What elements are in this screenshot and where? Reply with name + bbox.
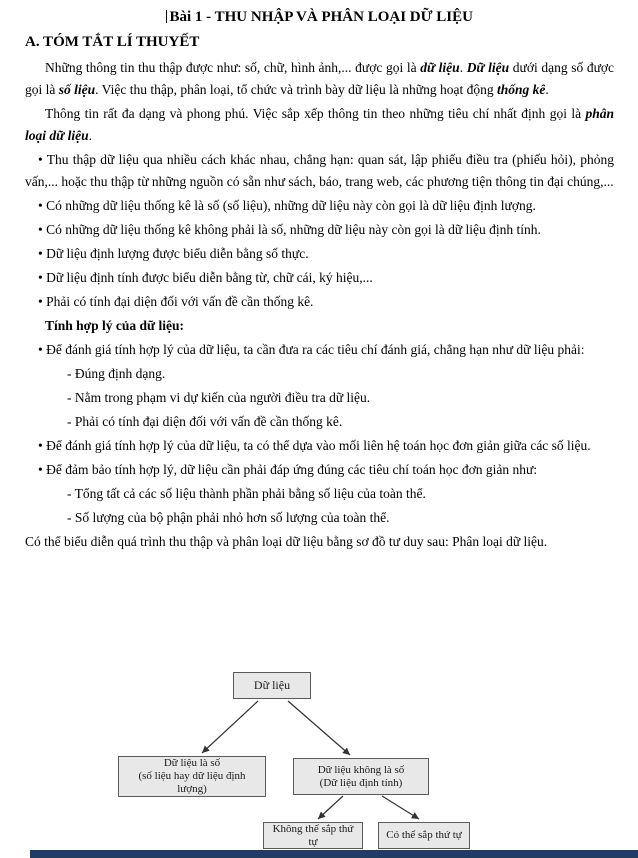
bullet-item xyxy=(25,149,614,193)
text-cursor xyxy=(166,10,168,23)
text-segment: • Phải có tính đại diện đối với vấn đề cần thống kê. xyxy=(38,294,314,309)
text-segment: số liệu xyxy=(58,82,96,97)
bullet-item xyxy=(25,219,614,241)
sub-item xyxy=(25,387,614,409)
sub-item xyxy=(25,507,614,529)
text-segment: Dữ liệu xyxy=(466,60,510,75)
paragraph xyxy=(25,315,614,337)
bullet-item xyxy=(25,195,614,217)
text-segment: • Để đảm bảo tính hợp lý, dữ liệu cần phải đáp ứng đúng các tiêu chí toán học đơn giản như: xyxy=(38,462,538,477)
bullet-item xyxy=(25,435,614,457)
text-segment: Thông tin rất đa dạng và phong phú. Việc sắp xếp thông tin theo những tiêu chí nhất định gọi là xyxy=(45,106,586,121)
diagram-node-non-numeric-line1: Dữ liệu không là số xyxy=(317,763,405,776)
lesson-title-text: Bài 1 - THU NHẬP VÀ PHÂN LOẠI DỮ LIỆU xyxy=(169,9,473,25)
diagram-node-non-numeric-line2: (Dữ liệu định tính) xyxy=(319,776,403,789)
diagram-node-unorderable-label: Không thể sắp thứ tự xyxy=(272,822,354,848)
text-segment: Tính hợp lý của dữ liệu: xyxy=(45,318,184,333)
text-segment: • Có những dữ liệu thống kê là số (số liệu), những dữ liệu này còn gọi là dữ liệu định lượng. xyxy=(38,198,536,213)
lesson-title xyxy=(25,6,614,28)
text-segment: - Số lượng của bộ phận phải nhỏ hơn số lượng của toàn thể. xyxy=(67,510,390,525)
paragraph xyxy=(25,531,614,553)
text-segment: • Dữ liệu định lượng được biểu diễn bằng số thực. xyxy=(38,246,309,261)
text-segment: • Để đánh giá tính hợp lý của dữ liệu, ta cần đưa ra các tiêu chí đánh giá, chẳng hạn như dữ liệu phải: xyxy=(38,342,585,357)
document-body xyxy=(25,57,614,553)
bottom-bar xyxy=(30,850,638,858)
text-segment: - Phải có tính đại diện đối với vấn đề cần thống kê. xyxy=(67,414,343,429)
bullet-item xyxy=(25,243,614,265)
diagram-node-numeric-data xyxy=(118,756,266,797)
text-segment: - Nằm trong phạm vi dự kiến của người điều tra dữ liệu. xyxy=(67,390,371,405)
text-segment: . Việc thu thập, phân loại, tổ chức và trình bày dữ liệu là những hoạt động xyxy=(95,82,497,97)
text-segment: • Dữ liệu định tính được biểu diễn bằng từ, chữ cái, ký hiệu,... xyxy=(38,270,373,285)
text-segment: dưới dạng số được gọi là xyxy=(25,60,615,97)
paragraph xyxy=(25,103,614,147)
section-heading: A. TÓM TẮT LÍ THUYẾT xyxy=(25,34,200,50)
diagram-node-unorderable xyxy=(263,822,363,849)
diagram-node-orderable xyxy=(378,822,470,849)
text-segment: thống kê xyxy=(496,82,546,97)
diagram-node-numeric-line1: Dữ liệu là số xyxy=(163,757,221,769)
data-classification-diagram xyxy=(0,662,638,850)
diagram-node-numeric-line2: (số liệu hay dữ liệu định lượng) xyxy=(138,770,246,795)
text-segment: • Có những dữ liệu thống kê không phải là số, những dữ liệu này còn gọi là dữ liệu định tính. xyxy=(38,222,541,237)
text-segment: dữ liệu xyxy=(420,60,460,75)
sub-item xyxy=(25,363,614,385)
diagram-node-data xyxy=(233,672,311,699)
text-segment: . xyxy=(88,128,92,143)
diagram-node-orderable-label: Có thể sắp thứ tự xyxy=(386,829,462,841)
diagram-node-data-label: Dữ liệu xyxy=(253,678,291,692)
text-segment: - Đúng định dạng. xyxy=(67,366,166,381)
text-segment: • Thu thập dữ liệu qua nhiều cách khác nhau, chẳng hạn: quan sát, lập phiếu điều tra (phiếu hỏi), phỏng vấn,... hoặc thu thập từ những nguồn có sẵn như sách, báo, trang web, các phương tiện thông tin đại chúng,... xyxy=(25,152,614,189)
text-segment: . xyxy=(459,60,467,75)
bullet-item xyxy=(25,339,614,361)
text-segment: Những thông tin thu thập được như: số, chữ, hình ảnh,... được gọi là xyxy=(45,60,421,75)
paragraph xyxy=(25,57,614,101)
text-segment: • Để đánh giá tính hợp lý của dữ liệu, ta có thể dựa vào mối liên hệ toán học đơn giản giữa các số liệu. xyxy=(38,438,591,453)
bullet-item xyxy=(25,267,614,289)
sub-item xyxy=(25,411,614,433)
text-segment: . xyxy=(545,82,549,97)
sub-item xyxy=(25,483,614,505)
text-segment: - Tổng tất cả các số liệu thành phần phải bằng số liệu của toàn thể. xyxy=(67,486,426,501)
text-segment: Có thể biểu diễn quá trình thu thập và phân loại dữ liệu bằng sơ đồ tư duy sau: Phân loại dữ liệu. xyxy=(25,534,548,549)
diagram-node-non-numeric-data xyxy=(293,758,429,795)
bullet-item xyxy=(25,459,614,481)
text-segment: phân loại dữ liệu xyxy=(25,106,614,143)
bullet-item xyxy=(25,291,614,313)
